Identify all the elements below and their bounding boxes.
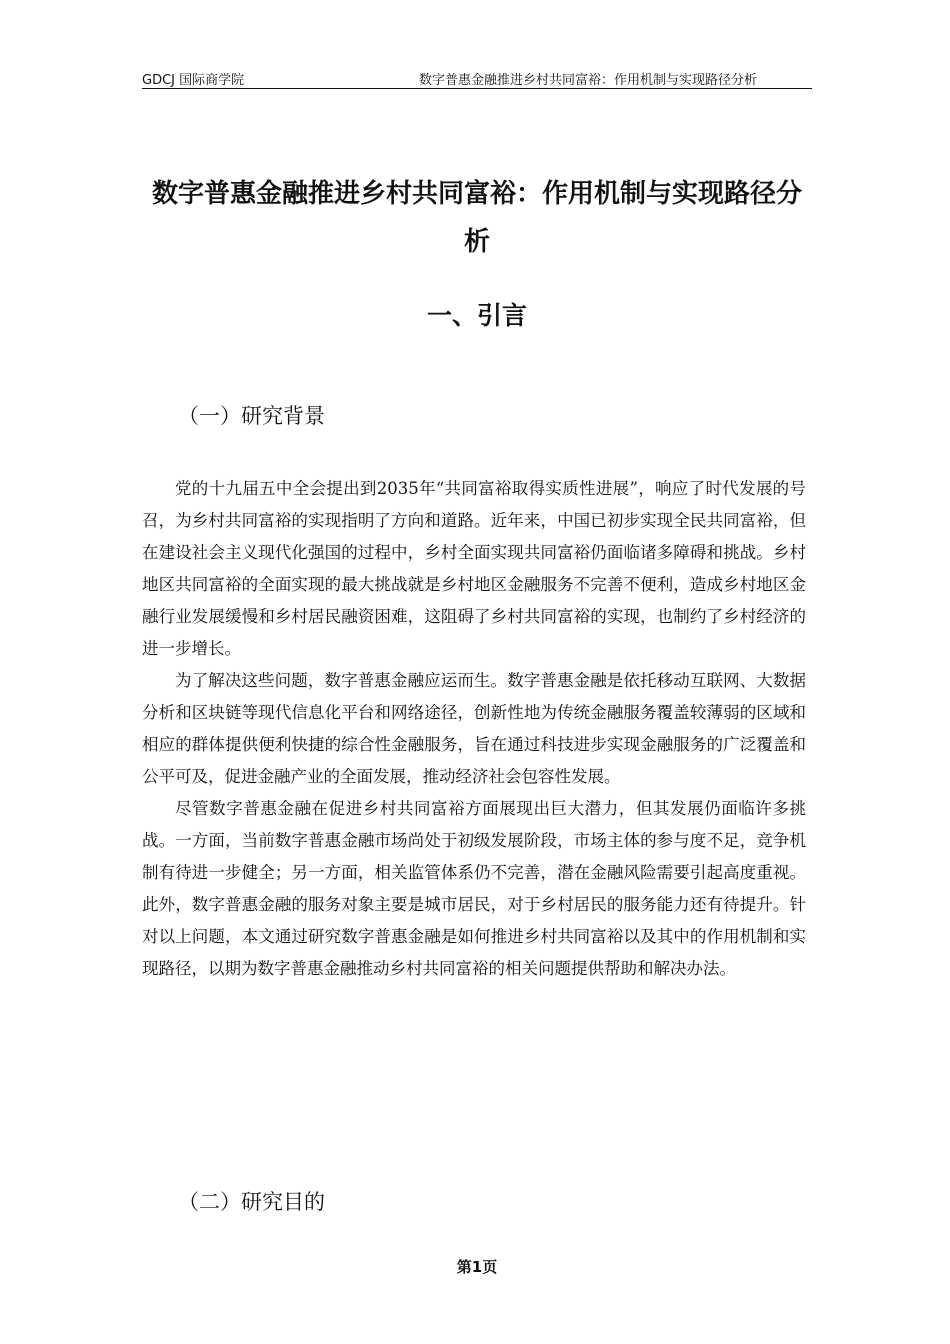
section-heading-introduction: 一、引言 (426, 301, 527, 330)
header-institution: GDCJ 国际商学院 (142, 73, 245, 88)
body-text (142, 473, 806, 985)
subheading-research-background: （一）研究背景 (178, 404, 325, 428)
paragraph: 党的十九届五中全会提出到2035年“共同富裕取得实质性进展”，响应了时代发展的号召，为乡村共同富裕的实现指明了方向和道路。近年来，中国已初步实现全民共同富裕，但在建设社会主义现代化强国的过程中，乡村全面实现共同富裕仍面临诸多障碍和挑战。乡村地区共同富裕的全面实现的最大挑战就是乡村地区金融服务不完善不便利，造成乡村地区金融行业发展缓慢和乡村居民融资困难，这阻碍了乡村共同富裕的实现，也制约了乡村经济的进一步增长。 (142, 479, 806, 658)
paragraph: 为了解决这些问题，数字普惠金融应运而生。数字普惠金融是依托移动互联网、大数据分析和区块链等现代信息化平台和网络途径，创新性地为传统金融服务覆盖较薄弱的区域和相应的群体提供便利快捷的综合性金融服务，旨在通过科技进步实现金融服务的广泛覆盖和公平可及，促进金融产业的全面发展，推动经济社会包容性发展。 (142, 671, 806, 786)
subheading-research-purpose: （二）研究目的 (178, 1190, 325, 1214)
page-number: 第1页 (456, 1258, 498, 1276)
paragraph: 尽管数字普惠金融在促进乡村共同富裕方面展现出巨大潜力，但其发展仍面临许多挑战。一方面，当前数字普惠金融市场尚处于初级发展阶段，市场主体的参与度不足，竞争机制有待进一步健全；另一方面，相关监管体系仍不完善，潜在金融风险需要引起高度重视。此外，数字普惠金融的服务对象主要是城市居民，对于乡村居民的服务能力还有待提升。针对以上问题，本文通过研究数字普惠金融是如何推进乡村共同富裕以及其中的作用机制和实现路径，以期为数字普惠金融推动乡村共同富裕的相关问题提供帮助和解决办法。 (142, 799, 806, 978)
document-title: 数字普惠金融推进乡村共同富裕：作用机制与实现路径分析 (151, 179, 802, 257)
header-running-title: 数字普惠金融推进乡村共同富裕：作用机制与实现路径分析 (418, 73, 757, 88)
page-header (142, 66, 812, 89)
